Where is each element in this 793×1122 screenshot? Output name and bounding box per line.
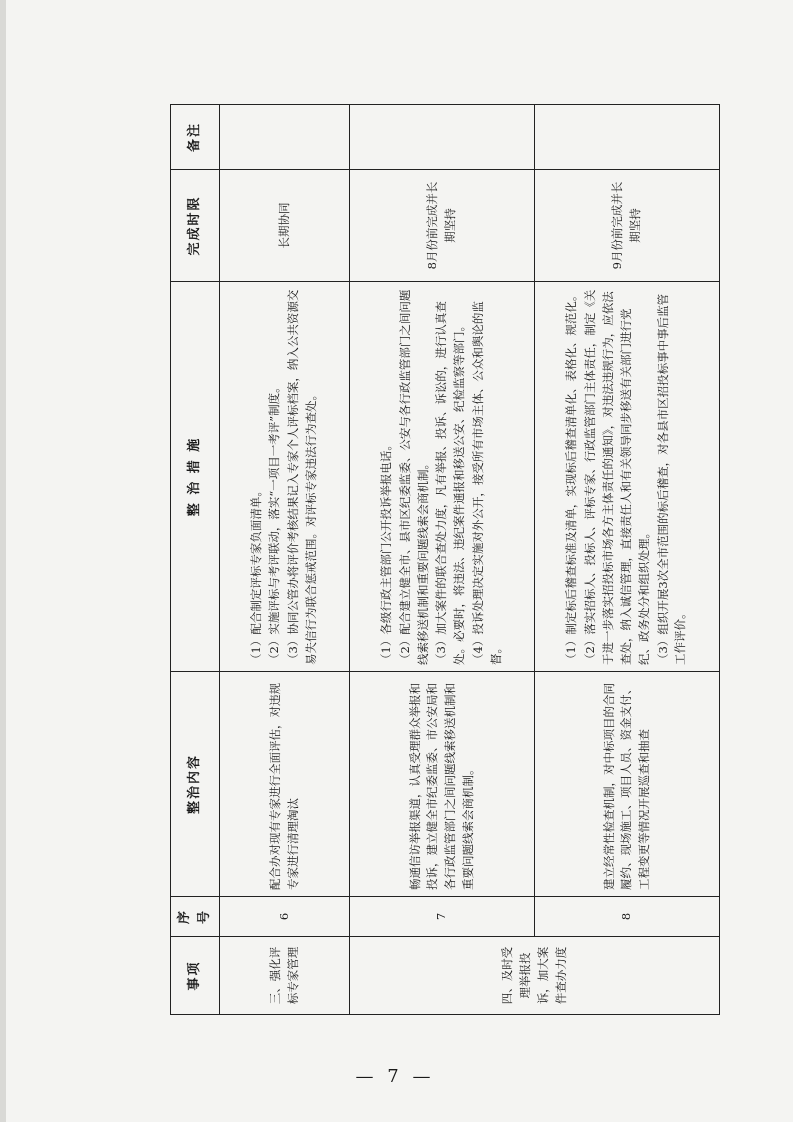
cell-seq: 6 <box>220 897 350 937</box>
cell-measures <box>220 282 350 672</box>
cell-deadline: 9月份前完成并长期坚持 <box>535 170 720 282</box>
table-header-row <box>171 105 220 1015</box>
cell-deadline: 8月份前完成并长期坚持 <box>350 170 535 282</box>
rotated-table-wrapper <box>170 105 688 1015</box>
page-number: — 7 — <box>355 1066 435 1087</box>
cell-measures <box>535 282 720 672</box>
cell-seq: 7 <box>350 897 535 937</box>
measure-item: （3）组织开展3次全市范围的标后稽查，对各县市区招投标事中事后监管工作评价。 <box>655 293 688 665</box>
table-row <box>535 105 720 1015</box>
cell-content: 配合办对现有专家进行全面评估，对违规专家进行清理淘汰 <box>220 672 350 897</box>
cell-content: 畅通信访举报渠道，认真受理群众举报和投诉，建立健全市纪委监委、市公安局和各行政监管部门之间问题线索移送机制和重要问题线索会商机制。 <box>350 672 535 897</box>
table-row <box>220 105 350 1015</box>
cell-remarks <box>220 105 350 170</box>
measure-item: （1）配合制定评标专家负面清单。 <box>248 485 263 665</box>
header-content: 整治内容 <box>171 672 220 897</box>
cell-deadline: 长期协同 <box>220 170 350 282</box>
measure-item: （3）加大案件的联合查处力度，凡有举报、投诉、诉讼的，进行认真查处。必要时，将违法、违纪案件通报和移送公安、纪检监察等部门。 <box>434 301 467 665</box>
measure-item: （2）配合建立健全市、县市区纪委监委、公安与各行政监管部门之间问题线索移送机制和重要问题线索会商机制。 <box>397 289 430 665</box>
measure-item: （2）落实招标人、投标人、评标专家、行政监管部门主体责任，制定《关于进一步落实招投标市场各方主体责任的通知》，对违法违规行为，应依法查处，纳入诚信管理，直接责任人和有关领导同步移送有关部门进行党纪、政务处分和组织处理。 <box>583 289 651 665</box>
measure-item: （1）各级行政主管部门公开投诉举报电话。 <box>378 439 393 665</box>
cell-seq: 8 <box>535 897 720 937</box>
scan-edge <box>0 0 6 1122</box>
cell-remarks <box>535 105 720 170</box>
measure-item: （2）实施评标与考评联动，落实“一项目一考评”制度。 <box>267 381 282 665</box>
cell-item: 四、及时受理举报投诉，加大案件查办力度 <box>350 937 720 1015</box>
rectification-table <box>170 104 720 1015</box>
measure-item: （3）协同公管办将评价考核结果记入专家个人评标档案，纳入公共资源交易失信行为联合惩戒范围。对评标专家违法行为查处。 <box>286 289 319 665</box>
measure-item: （4）投诉处理决定实施对外公开，接受所有市场主体、公众和舆论的监督。 <box>471 301 503 665</box>
cell-remarks <box>350 105 535 170</box>
header-remarks: 备注 <box>171 105 220 170</box>
header-deadline: 完成时限 <box>171 170 220 282</box>
cell-measures <box>350 282 535 672</box>
cell-item: 三、强化评标专家管理 <box>220 937 350 1015</box>
header-item: 事项 <box>171 937 220 1015</box>
header-measures: 整 治 措 施 <box>171 282 220 672</box>
cell-content: 建立经常性检查机制，对中标项目的合同履约、现场施工、项目人员、资金支付、工程变更等情况开展巡查和抽查 <box>535 672 720 897</box>
table-row <box>350 105 535 1015</box>
measure-item: （1）制定标后稽查标准及清单，实现标后稽查清单化、表格化、规范化。 <box>564 289 579 665</box>
header-seq: 序号 <box>171 897 220 937</box>
